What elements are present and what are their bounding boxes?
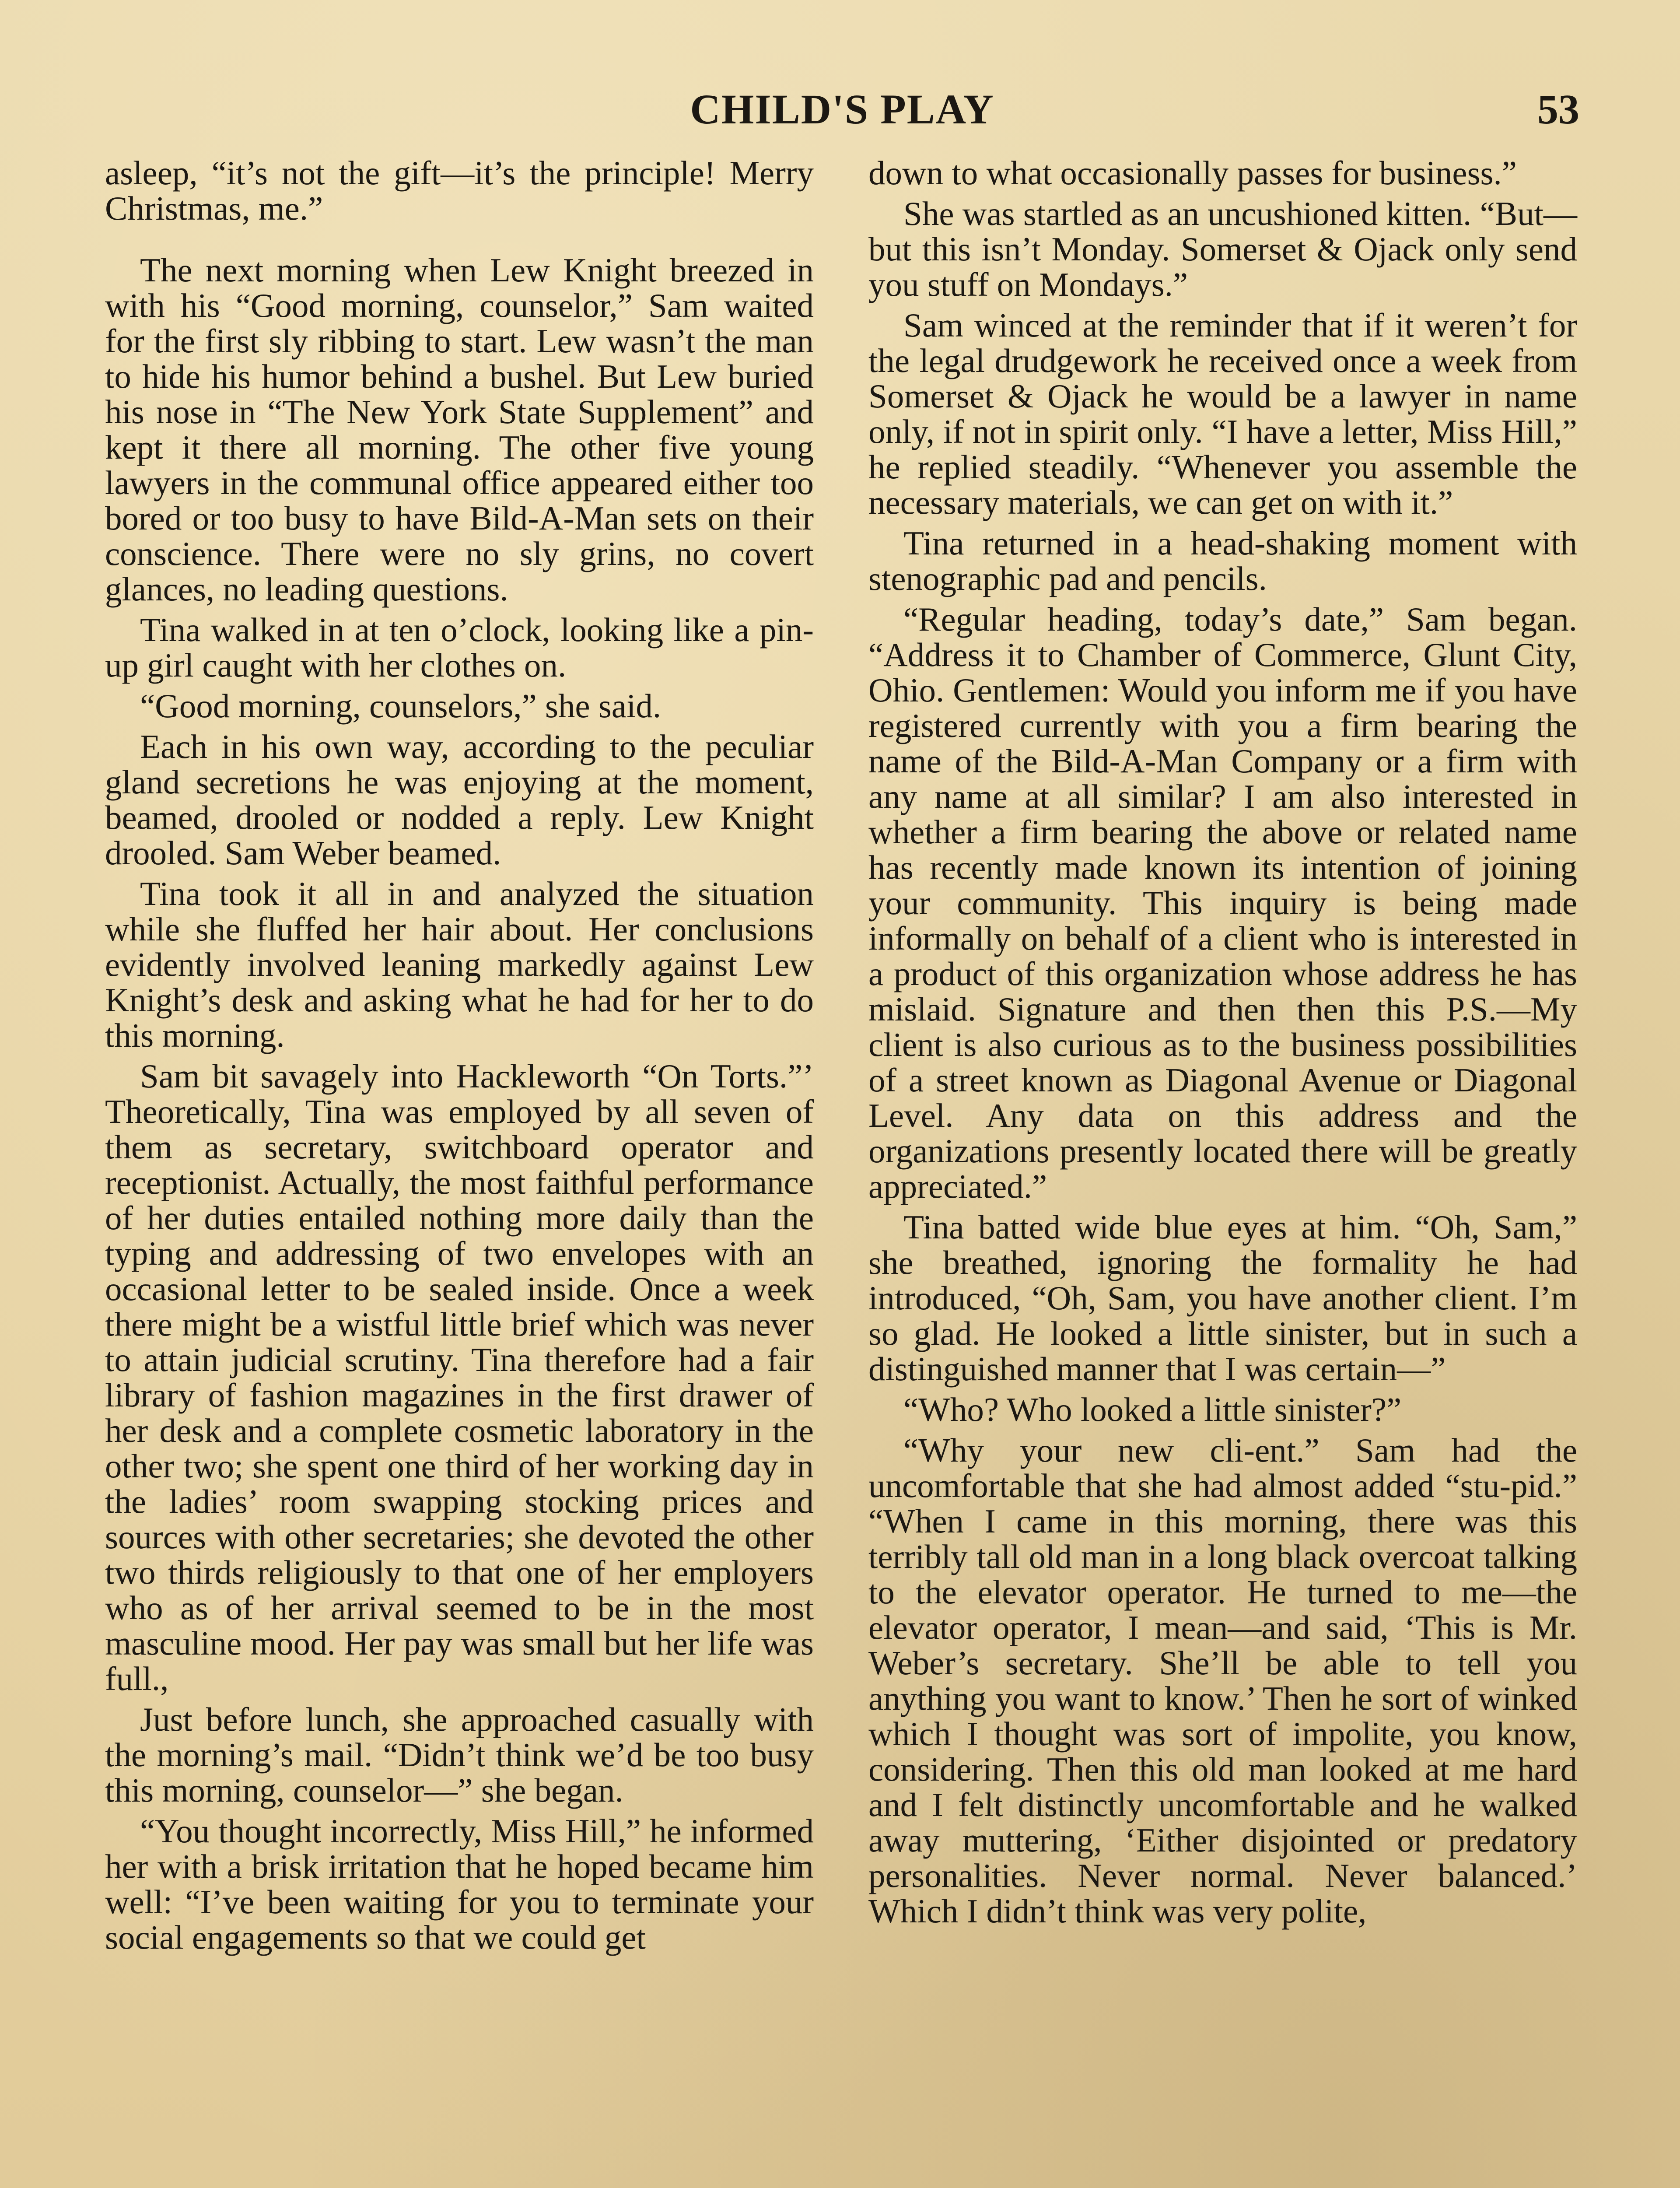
- paragraph: “Regular heading, today’s date,” Sam began. “Address it to Chamber of Commerce, Glunt City, Ohio. Gentlemen: Would you inform me if you have registered currently with you a firm bearing the name of the Bild-A-Man Company or a firm with any name at all similar? I am also interested in whether a firm bearing the above or related name has recently made known its intention of joining your community. This inquiry is being made informally on behalf of a client who is interested in a product of this organization whose address he has mislaid. Signature and then then this P.S.—My client is also curious as to the business possibilities of a street known as Diagonal Avenue or Diagonal Level. Any data on this address and the organizations presently located there will be greatly appreciated.”: [868, 600, 1577, 1205]
- paragraph: Tina batted wide blue eyes at him. “Oh, Sam,” she breathed, ignoring the formality he had introduced, “Oh, Sam, you have another client. I’m so glad. He looked a little sinister, but in such a distinguished manner that I was certain—”: [868, 1208, 1577, 1388]
- paragraph: asleep, “it’s not the gift—it’s the principle! Merry Christmas, me.”: [105, 154, 814, 227]
- paragraph: The next morning when Lew Knight breezed in with his “Good morning, counselor,” Sam waited for the first sly ribbing to start. Lew wasn’t the man to hide his humor behind a bushel. But Lew buried his nose in “The New York State Supplement” and kept it there all morning. The other five young lawyers in the communal office appeared either too bored or too busy to have Bild-A-Man sets on their conscience. There were no sly grins, no covert glances, no leading questions.: [105, 251, 814, 608]
- paragraph: “Why your new cli-ent.” Sam had the uncomfortable that she had almost added “stu-pid.” “When I came in this morning, there was this terribly tall old man in a long black overcoat talking to the elevator operator. He turned to me—the elevator operator, I mean—and said, ‘This is Mr. Weber’s secretary. She’ll be able to tell you anything you want to know.’ Then he sort of winked which I thought was sort of impolite, you know, considering. Then this old man looked at me hard and I felt distinctly uncomfortable and he walked away muttering, ‘Either disjointed or predatory personalities. Never normal. Never balanced.’ Which I didn’t think was very polite,: [868, 1431, 1577, 1930]
- running-head: [105, 83, 1579, 144]
- paragraph: Sam winced at the reminder that if it weren’t for the legal drudgework he received once a week from Somerset & Ojack he would be a lawyer in name only, if not in spirit only. “I have a letter, Miss Hill,” he replied steadily. “Whenever you assemble the necessary materials, we can get on with it.”: [868, 306, 1577, 521]
- paragraph: Tina took it all in and analyzed the situation while she fluffed her hair about. Her conclusions evidently involved leaning markedly against Lew Knight’s desk and asking what he had for her to do this morning.: [105, 875, 814, 1054]
- running-title: CHILD'S PLAY: [690, 86, 994, 133]
- paragraph: Tina returned in a head-shaking moment with stenographic pad and pencils.: [868, 524, 1577, 597]
- page-number: 53: [1537, 86, 1579, 133]
- paragraph: Tina walked in at ten o’clock, looking like a pin-up girl caught with her clothes on.: [105, 611, 814, 684]
- paragraph: down to what occasionally passes for business.”: [868, 154, 1517, 192]
- right-column: [868, 155, 1577, 1929]
- paragraph: “Good morning, counselors,” she said.: [140, 687, 662, 725]
- paragraph: Just before lunch, she approached casually with the morning’s mail. “Didn’t think we’d be too busy this morning, counselor—” she began.: [105, 1701, 814, 1809]
- paragraph: Each in his own way, according to the peculiar gland secretions he was enjoying at the moment, beamed, drooled or nodded a reply. Lew Knight drooled. Sam Weber beamed.: [105, 728, 814, 872]
- paragraph: Sam bit savagely into Hackleworth “On Torts.”’ Theoretically, Tina was employed by all seven of them as secretary, switchboard operator and receptionist. Actually, the most faithful performance of her duties entailed nothing more daily than the typing and addressing of two envelopes with an occasional letter to be sealed inside. Once a week there might be a wistful little brief which was never to attain judicial scrutiny. Tina therefore had a fair library of fashion magazines in the first drawer of her desk and a complete cosmetic laboratory in the other two; she spent one third of her working day in the ladies’ room swapping stocking prices and sources with other secretaries; she devoted the other two thirds religiously to that one of her employers who as of her arrival seemed to be in the most masculine mood. Her pay was small but her life was full.,: [105, 1057, 814, 1697]
- left-column: [105, 155, 814, 1955]
- paragraph: “Who? Who looked a little sinister?”: [903, 1391, 1402, 1428]
- paragraph: She was startled as an uncushioned kitten. “But—but this isn’t Monday. Somerset & Ojack only send you stuff on Mondays.”: [868, 195, 1577, 303]
- paragraph: “You thought incorrectly, Miss Hill,” he informed her with a brisk irritation that he hoped became him well: “I’ve been waiting for you to terminate your social engagements so that we could get: [105, 1812, 814, 1956]
